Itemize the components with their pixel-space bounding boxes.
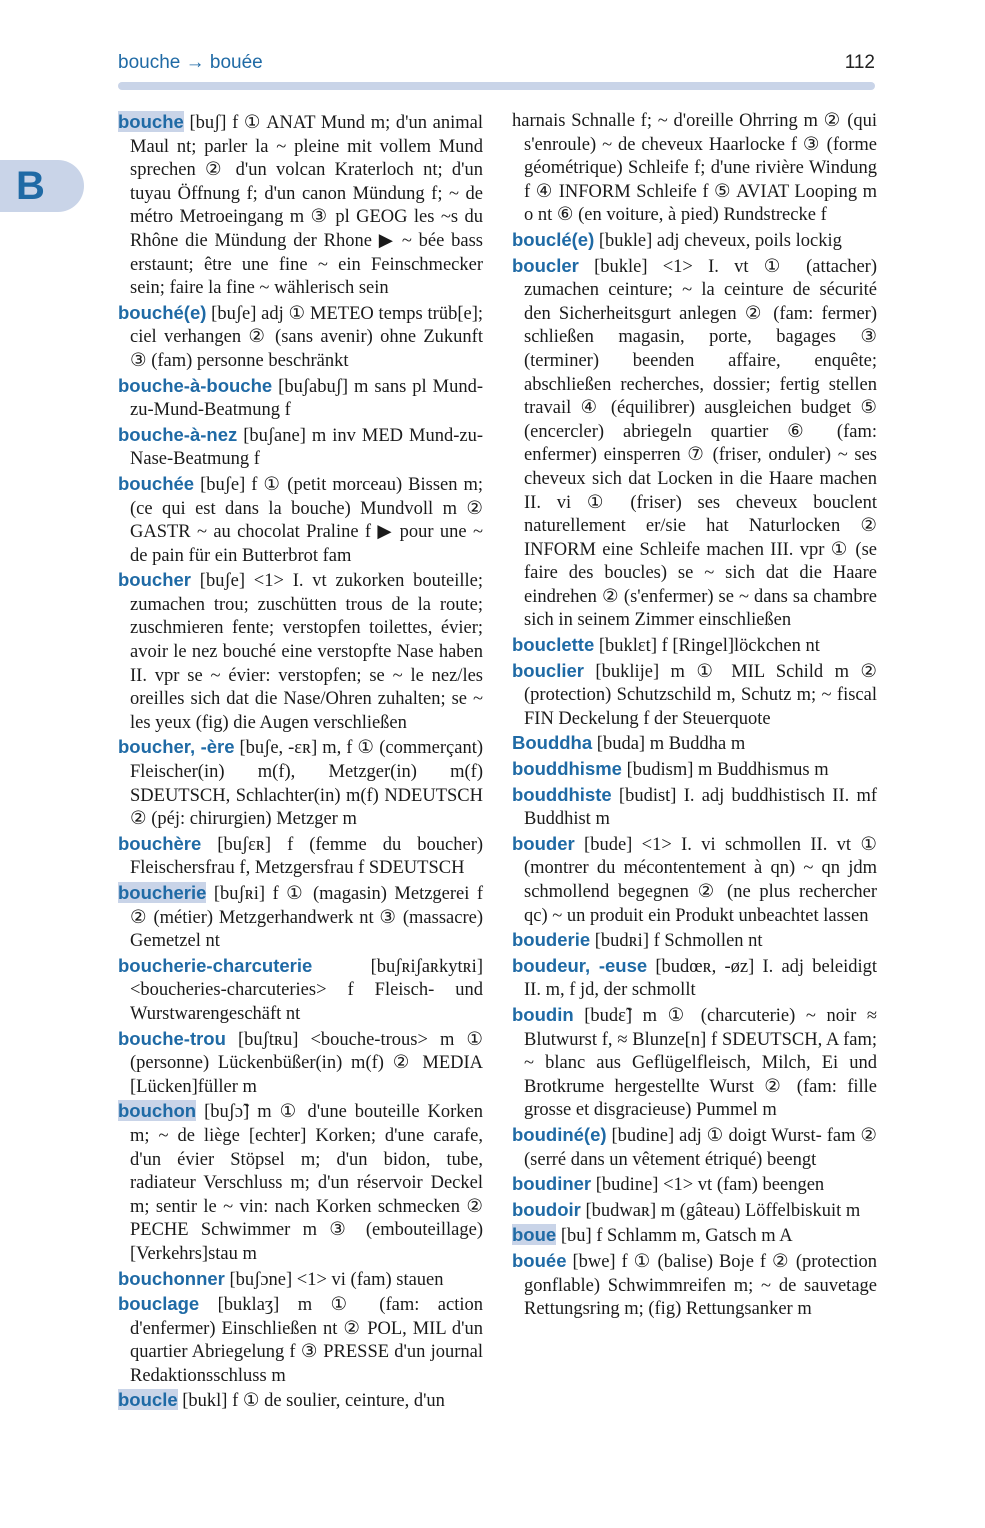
dictionary-entry <box>512 228 877 254</box>
entry-body: [budine] adj ① doigt Wurst- fam ② (serré dans un vêtement étriqué) beengt <box>524 1125 877 1170</box>
entry-headword: boucler <box>512 254 579 276</box>
dictionary-entry <box>118 110 483 301</box>
entry-body: [bukle] adj cheveux, poils lockig <box>598 230 842 251</box>
dictionary-entry <box>512 832 877 928</box>
entry-headword: bouddhiste <box>512 783 612 805</box>
entry-headword: bouchonner <box>118 1267 225 1289</box>
entry-headword: boucherie-charcuterie <box>118 954 313 976</box>
dictionary-entry <box>118 1292 483 1388</box>
dictionary-entry <box>118 1388 483 1414</box>
entry-body: [buʃʀiʃaʀkytʀi] <boucheries-charcuteries> f Fleisch- und Wurstwarengeschäft nt <box>130 956 483 1024</box>
dictionary-entry <box>512 928 877 954</box>
dictionary-entry <box>512 1223 877 1249</box>
entry-body: [budist] I. adj buddhistisch II. mf Buddhist m <box>524 785 878 830</box>
entry-body: [bwe] f ① (balise) Boje f ② (protection gonflable) Schwimmreifen m; ~ de sauvetage Rettungsring m; (fig) Rettungsanker m <box>524 1251 878 1320</box>
entry-body: [budʀi] f Schmollen nt <box>594 931 763 952</box>
dictionary-entry <box>118 1099 483 1266</box>
entry-headword: boucher <box>118 569 191 591</box>
entry-headword: boudoir <box>512 1198 581 1220</box>
entry-body: [buʃane] m inv MED Mund-zu-Nase-Beatmung f <box>130 425 483 470</box>
entry-body: [buklije] m ① MIL Schild m ② (protection) Schutzschild m, Schutz m; ~ fiscal FIN Deckelung f der Steuerquote <box>524 661 877 729</box>
entry-body: [buʃ] f ① ANAT Mund m; d'un animal Maul nt; parler la ~ pleine mit vollem Mund sprechen ② d'un volcan Kraterloch nt; d'un tuyau Öffnung f; d'un canon Mündung f; ~ de métro Metroeingang m ③ pl GEOG les ~s du Rhône die Mündung der Rhone ▶ ~ bée bass erstaunt; être une fine ~ ein Feinschmecker sein; faire la fine ~ wählerisch sein <box>130 113 484 299</box>
letter-tab-label: B <box>16 164 45 208</box>
dictionary-entry <box>512 1172 877 1198</box>
entry-body: [buʃe, -ɛʀ] m, f ① (commerçant) Fleischer(in) m(f), Metzger(in) m(f) SDEUTSCH, Schlachter(in) m(f) NDEUTSCH ② (péj: chirurgien) Metzger m <box>130 738 484 830</box>
entry-headword: boucle <box>118 1389 178 1411</box>
entry-body: [buʃabuʃ] m sans pl Mund-zu-Mund-Beatmung f <box>130 376 484 421</box>
entry-body: [buʃe] adj ① METEO temps trüb[e]; ciel verhangen ② (sans avenir) ohne Zukunft ③ (fam) personne beschränkt <box>130 303 483 371</box>
dictionary-entry <box>118 472 483 568</box>
entry-headword: bouclé(e) <box>512 228 595 250</box>
entry-body: [buʃɛʀ] f (femme du boucher) Fleischersfrau f, Metzgersfrau f SDEUTSCH <box>130 834 484 879</box>
entry-headword: bouchon <box>118 1100 197 1122</box>
right-column <box>512 110 877 1322</box>
entry-headword: bouclette <box>512 634 595 656</box>
dictionary-entry <box>512 633 877 659</box>
dictionary-entry <box>118 954 483 1027</box>
entry-headword: boue <box>512 1224 557 1246</box>
dictionary-entry <box>118 423 483 472</box>
entry-body: [buda] m Buddha m <box>596 734 746 755</box>
entry-body: [buʃtʀu] <bouche-trous> m ① (personne) Lückenbüßer(in) m(f) ② MEDIA [Lücken]füller m <box>130 1029 484 1097</box>
dictionary-entry <box>118 832 483 881</box>
entry-body: [buʃe] f ① (petit morceau) Bissen m; (ce qui est dans la bouche) Mundvoll m ② GASTR ~ au chocolat Praline f ▶ pour une ~ de pain für ein Butterbrot fam <box>130 474 483 566</box>
page-number: 112 <box>844 52 875 73</box>
entry-headword: boucherie <box>118 882 207 903</box>
entry-headword: bouche <box>118 111 184 132</box>
dictionary-entry <box>118 735 483 831</box>
entry-headword: bouche-à-nez <box>118 423 238 445</box>
entry-headword: bouchère <box>118 832 202 854</box>
dictionary-entry <box>118 568 483 735</box>
entry-body: [buklɛt] f [Ringel]löckchen nt <box>598 636 820 657</box>
dictionary-entry <box>512 1249 877 1322</box>
entry-body: harnais Schnalle f; ~ d'oreille Ohrring m ② (qui s'enroule) ~ de cheveux Haarlocke f ③ (forme géométrique) Schleife f; d'une rivière Windung f ④ INFORM Schleife f ⑤ AVIAT Looping m o nt ⑥ (en voiture, à pied) Rundstrecke f <box>512 111 877 226</box>
dictionary-entry <box>118 1267 483 1293</box>
entry-headword: bouclage <box>118 1293 200 1315</box>
letter-tab <box>0 160 84 212</box>
dictionary-entry <box>512 110 877 228</box>
entry-headword: Bouddha <box>512 732 593 754</box>
entry-body: [buʃɔne] <1> vi (fam) stauen <box>229 1269 444 1290</box>
entry-headword: bouche-trou <box>118 1027 226 1049</box>
left-column <box>118 110 483 1414</box>
entry-headword: bouée <box>512 1249 567 1271</box>
entry-headword: bouddhisme <box>512 758 622 780</box>
entry-headword: boudin <box>512 1003 574 1025</box>
entry-body: [budœʀ, -øz] I. adj beleidigt II. m, f jd, der schmollt <box>524 956 877 1001</box>
entry-headword: boudiné(e) <box>512 1123 607 1145</box>
entry-body: [buʃʀi] f ① (magasin) Metzgerei f ② (métier) Metzgerhandwerk nt ③ (massacre) Gemetzel nt <box>130 884 484 952</box>
entry-headword: boudeur, -euse <box>512 954 648 976</box>
entry-body: [bukle] <1> I. vt ① (attacher) zumachen ceinture; ~ la ceinture de sécurité den Sicherheitsgurt anlegen ② (fam: fermer) schließen magasin, porte, bagages ③ (terminer) beenden affaire, enquête; abschließen recherches, dossier; fertig stellen travail ④ (équilibrer) ausgleichen budget ⑤ (encercler) abriegeln quartier ⑥ (fam: enfermer) einsperren ⑦ (friser, onduler) ~ ses cheveux sich dat Locken in die Haare machen II. vi ① (friser) ses cheveux bouclent naturellement er/sie hat Naturlocken ② INFORM eine Schleife machen III. vpr ① (se faire des boucles) se ~ sich dat die Haare eindrehen ② (s'enfermer) se ~ dans sa chambre sich in seinem Zimmer einschließen <box>524 256 877 631</box>
dictionary-entry <box>118 1027 483 1100</box>
dictionary-entry <box>512 1198 877 1224</box>
dictionary-entry <box>118 881 483 954</box>
dictionary-entry <box>512 731 877 757</box>
entry-body: [buʃe] <1> I. vt zukorken bouteille; zumachen trou; zuschütten trous de la route; zuschmieren fente; verstopfen toilettes, évier; avoir le nez bouché eine verstopfte Nase haben II. vpr se ~ évier: verstopfen; se ~ le nez/les oreilles sich dat die Nase/Ohren zuhalten; se ~ les yeux (fig) die Augen verschließen <box>130 571 483 733</box>
header-rule <box>118 82 875 90</box>
dictionary-entry <box>118 374 483 423</box>
entry-body: [budism] m Buddhismus m <box>626 760 829 781</box>
dictionary-entry <box>118 301 483 374</box>
entry-headword: bouclier <box>512 659 584 681</box>
entry-body: [budwaʀ] m (gâteau) Löffelbiskuit m <box>585 1200 861 1221</box>
dictionary-entry <box>512 254 877 634</box>
dictionary-entry <box>512 757 877 783</box>
entry-headword: bouderie <box>512 929 591 951</box>
entry-body: [buklaʒ] m ① (fam: action d'enfermer) Einschließen nt ② POL, MIL d'un quartier Abriegelung f ③ PRESSE d'un journal Redaktionsschluss m <box>130 1295 483 1386</box>
entry-headword: bouchée <box>118 472 195 494</box>
entry-body: [bude] <1> I. vi schmollen II. vt ① (montrer du mécontentement à qn) ~ qn jdm schmollend begegnen ② (ne plus rechercher qc) ~ un produit ein Produkt unbeachtet lassen <box>524 834 877 926</box>
dictionary-entry <box>512 783 877 832</box>
dictionary-entry <box>512 1003 877 1123</box>
entry-headword: bouche-à-bouche <box>118 374 273 396</box>
dictionary-entry <box>512 954 877 1003</box>
entry-body: [bu] f Schlamm m, Gatsch m A <box>560 1226 793 1247</box>
entry-body: [bukl] f ① de soulier, ceinture, d'un <box>182 1391 445 1412</box>
entry-body: [buʃɔ̃] m ① d'une bouteille Korken m; ~ de liège [echter] Korken; d'une carafe, d'un évier Stöpsel m; d'un bidon, tube, radiateur Verschluss m; d'un réservoir Deckel m; sentir le ~ vin: nach Korken schmecken ② PECHE Schwimmer m ③ (embouteillage) [Verkehrs]stau m <box>130 1102 483 1264</box>
entry-body: [budine] <1> vt (fam) beengen <box>595 1175 825 1196</box>
entry-headword: bouché(e) <box>118 301 207 323</box>
running-header <box>118 52 875 80</box>
entry-headword: boudiner <box>512 1173 592 1195</box>
guide-words: bouche → bouée <box>118 52 263 73</box>
entry-headword: bouder <box>512 832 575 854</box>
entry-body: [budɛ̃] m ① (charcuterie) ~ noir ≈ Blutwurst f, ≈ Blunze[n] f SDEUTSCH, A fam; ~ blanc aus Geflügelfleisch, Milch, Ei und Brotkrume hergestellte Wurst ② (fam: fille grosse et disgracieuse) Pummel m <box>524 1005 877 1121</box>
entry-headword: boucher, -ère <box>118 736 235 758</box>
dictionary-entry <box>512 659 877 732</box>
dictionary-entry <box>512 1123 877 1172</box>
